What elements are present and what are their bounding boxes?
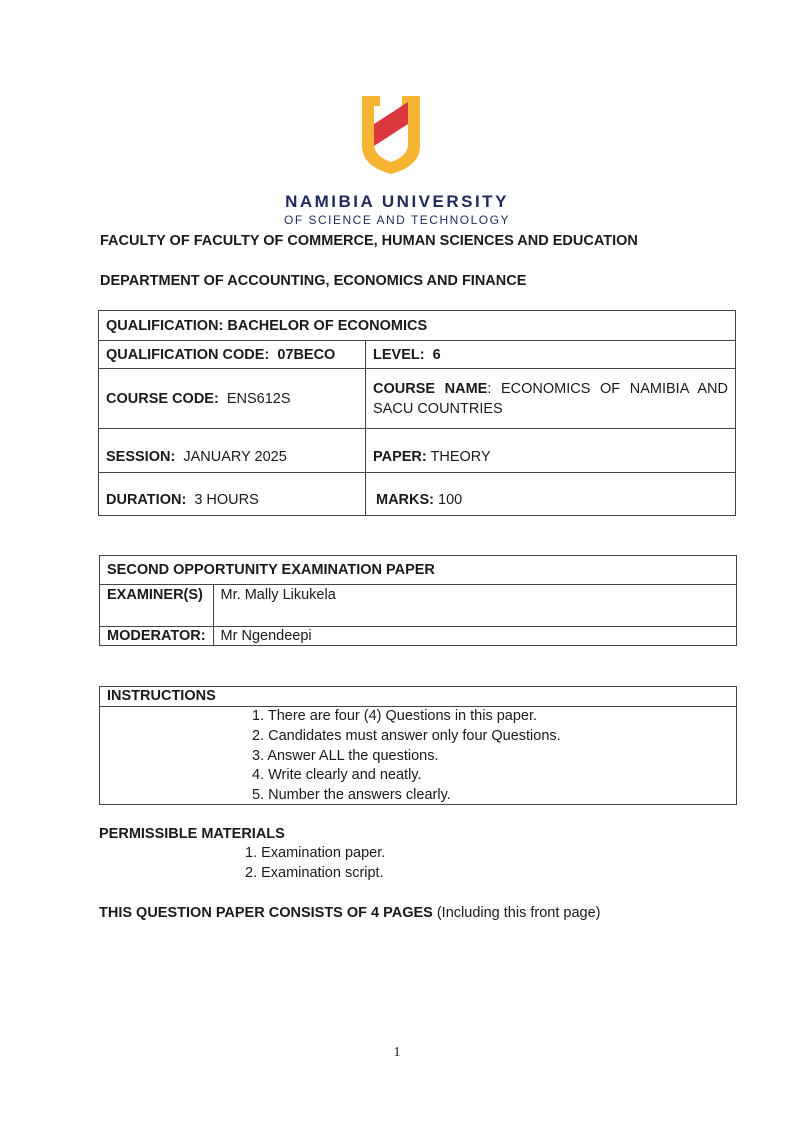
instruction-item: 4. Write clearly and neatly. bbox=[252, 767, 422, 784]
instruction-item: 5. Number the answers clearly. bbox=[252, 787, 451, 804]
session-value: JANUARY 2025 bbox=[183, 448, 287, 465]
instructions-box bbox=[99, 686, 737, 805]
qualification-code: 07BECO bbox=[277, 346, 336, 363]
level-value: 6 bbox=[432, 346, 441, 363]
university-subname: OF SCIENCE AND TECHNOLOGY bbox=[284, 213, 510, 227]
qualification-value: BACHELOR OF ECONOMICS bbox=[227, 317, 428, 334]
instruction-item: 2. Candidates must answer only four Questions. bbox=[252, 727, 561, 744]
exam-title: SECOND OPPORTUNITY EXAMINATION PAPER bbox=[107, 562, 435, 578]
pages-note: THIS QUESTION PAPER CONSISTS OF 4 PAGES (Including this front page) bbox=[99, 905, 601, 921]
materials-list bbox=[245, 844, 385, 884]
course-name: : ECONOMICS OF NAMIBIA AND SACU COUNTRIES bbox=[373, 380, 728, 417]
instruction-item: 3. Answer ALL the questions. bbox=[252, 747, 439, 764]
page-number: 1 bbox=[393, 1045, 401, 1060]
materials-title: PERMISSIBLE MATERIALS bbox=[99, 826, 285, 842]
examiner-table: SECOND OPPORTUNITY EXAMINATION PAPER EXAMINER(S) Mr. Mally Likukela MODERATOR: Mr Ngendeepi bbox=[99, 555, 737, 646]
university-name: NAMIBIA UNIVERSITY bbox=[285, 192, 509, 211]
examiner-name: Mr. Mally Likukela bbox=[213, 585, 736, 627]
material-item: 2. Examination script. bbox=[245, 864, 384, 881]
department-heading: DEPARTMENT OF ACCOUNTING, ECONOMICS AND FINANCE bbox=[100, 273, 527, 289]
instructions-title: INSTRUCTIONS bbox=[107, 688, 216, 704]
university-logo bbox=[360, 94, 422, 176]
course-details-table: QUALIFICATION: BACHELOR OF ECONOMICS QUALIFICATION CODE: 07BECO LEVEL: 6 COURSE CODE: ENS612S COURSE NAME: ECONOMICS OF NAMIBIA AND SACU COUNTRIES SESSION: JANUARY 2025 PAPER: THEORY DURATION: 3 HOURS MARKS: 100 bbox=[98, 310, 736, 516]
paper-value: THEORY bbox=[430, 448, 491, 465]
instruction-item: 1. There are four (4) Questions in this paper. bbox=[252, 708, 538, 724]
course-code: ENS612S bbox=[226, 390, 291, 407]
faculty-heading: FACULTY OF FACULTY OF COMMERCE, HUMAN SCIENCES AND EDUCATION bbox=[100, 233, 638, 249]
marks-value: 100 bbox=[438, 492, 463, 508]
instructions-list bbox=[252, 707, 736, 806]
moderator-name: Mr Ngendeepi bbox=[213, 627, 736, 646]
material-item: 1. Examination paper. bbox=[245, 845, 386, 861]
duration-value: 3 HOURS bbox=[194, 492, 259, 508]
